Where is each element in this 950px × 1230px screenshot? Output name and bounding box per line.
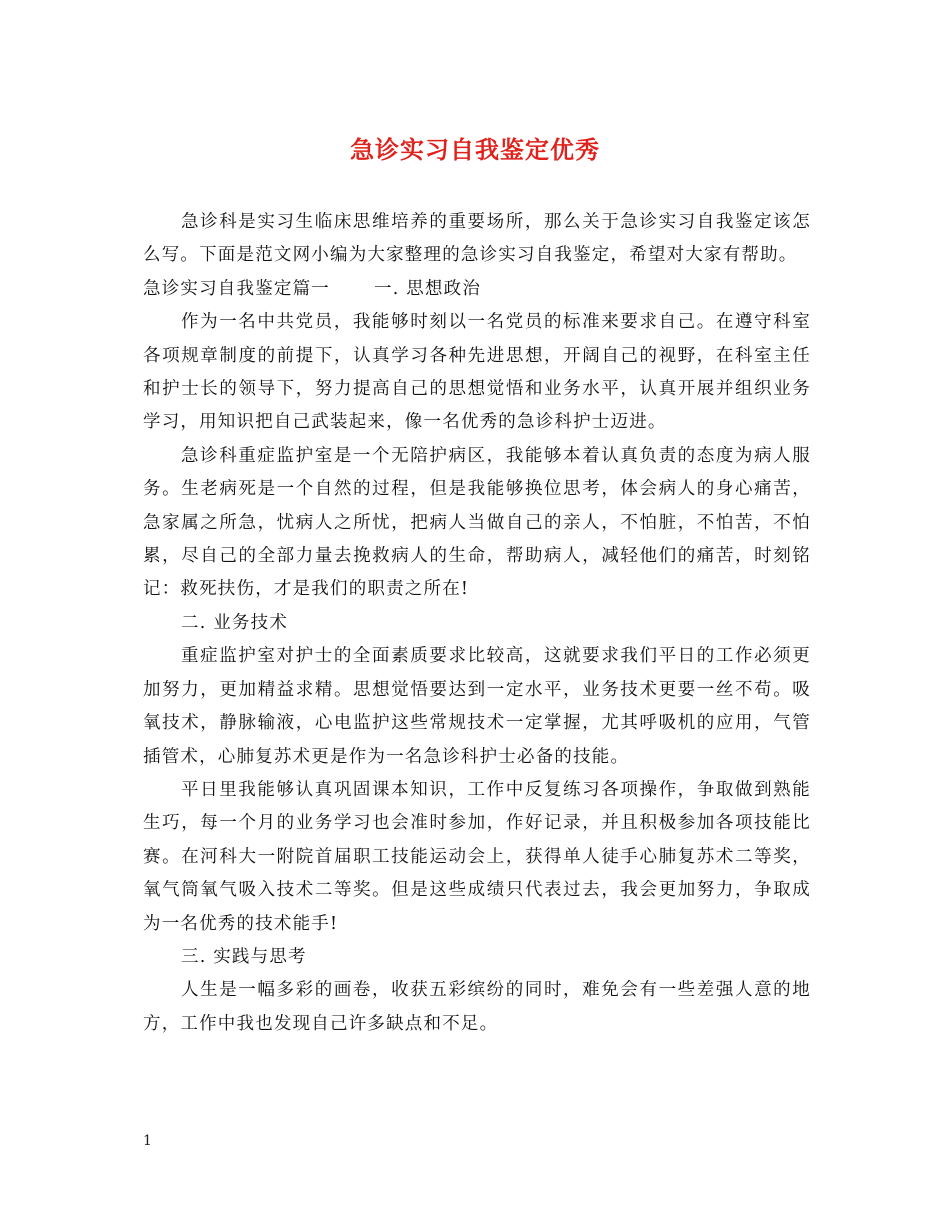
section-heading: 急诊实习自我鉴定篇一: [143, 278, 330, 299]
document-title: 急诊实习自我鉴定优秀: [350, 136, 600, 164]
paragraph-4: 平日里我能够认真巩固课本知识，工作中反复练习各项操作，争取做到熟能生巧，每一个月的业务学习也会准时参加，作好记录，并且积极参加各项技能比赛。在河科大一附院首届职工技能运动会上，获得单人徒手心肺复苏术二等奖，氧气筒氧气吸入技术二等奖。但是这些成绩只代表过去，我会更加努力，争取成为一名优秀的技术能手!: [143, 779, 811, 934]
paragraph-3: 重症监护室对护士的全面素质要求比较高，这就要求我们平日的工作必须更加努力，更加精益求精。思想觉悟要达到一定水平，业务技术更要一丝不苟。吸氧技术，静脉输液，心电监护这些常规技术一定掌握，尤其呼吸机的应用，气管插管术，心肺复苏术更是作为一名急诊科护士必备的技能。: [143, 646, 811, 767]
sub-heading-2: 二. 业务技术: [181, 612, 289, 633]
paragraph-5: 人生是一幅多彩的画卷，收获五彩缤纷的同时，难免会有一些差强人意的地方，工作中我也发现自己许多缺点和不足。: [143, 980, 811, 1034]
paragraph-1: 作为一名中共党员，我能够时刻以一名党员的标准来要求自己。在遵守科室各项规章制度的前提下，认真学习各种先进思想，开阔自己的视野，在科室主任和护士长的领导下，努力提高自己的思想觉悟和业务水平，认真开展并组织业务学习，用知识把自己武装起来，像一名优秀的急诊科护士迈进。: [143, 312, 811, 433]
section-heading-line: [143, 273, 811, 306]
page-number: 1: [143, 1133, 152, 1149]
intro-paragraph: 急诊科是实习生临床思维培养的重要场所，那么关于急诊实习自我鉴定该怎么写。下面是范文网小编为大家整理的急诊实习自我鉴定，希望对大家有帮助。: [143, 212, 811, 266]
sub-heading-1: 一. 思想政治: [374, 278, 482, 299]
document-body: [143, 206, 811, 1041]
paragraph-2: 急诊科重症监护室是一个无陪护病区，我能够本着认真负责的态度为病人服务。生老病死是一个自然的过程，但是我能够换位思考，体会病人的身心痛苦，急家属之所急，忧病人之所忧，把病人当做自己的亲人，不怕脏，不怕苦，不怕累，尽自己的全部力量去挽救病人的生命，帮助病人，减轻他们的痛苦，时刻铭记：救死扶伤，才是我们的职责之所在!: [143, 445, 811, 600]
sub-heading-3: 三. 实践与思考: [181, 946, 307, 967]
